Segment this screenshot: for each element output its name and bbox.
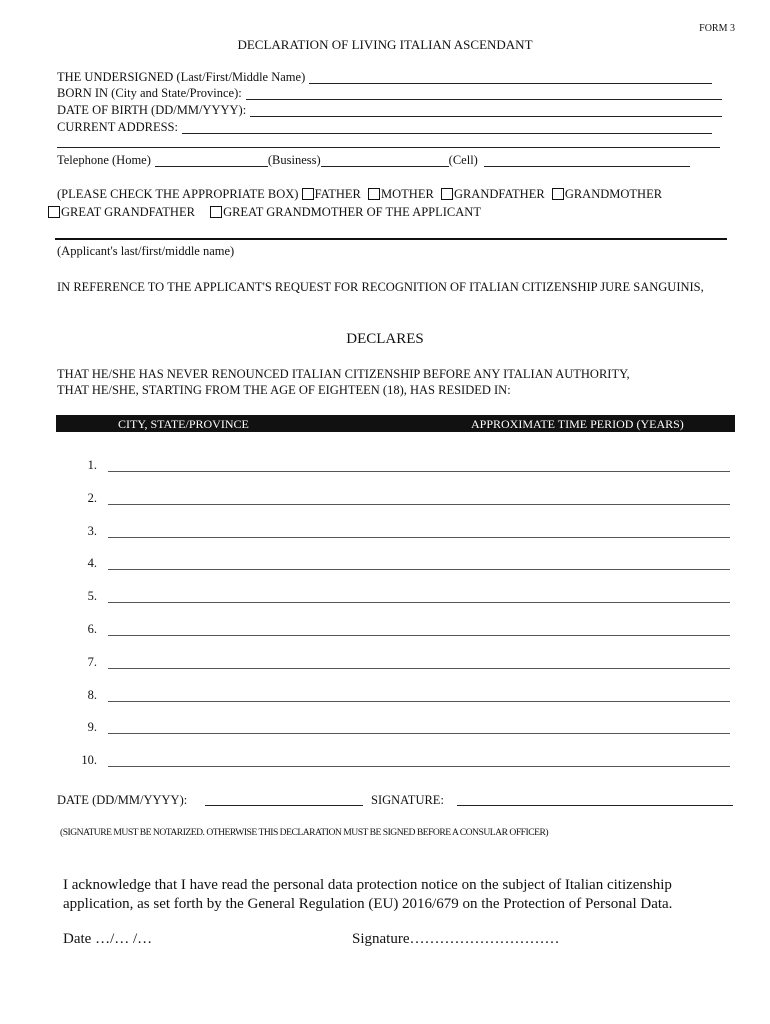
undersigned-field[interactable] <box>57 70 722 84</box>
father-option-label: FATHER <box>314 187 361 201</box>
residence-row-number: 9. <box>87 720 97 735</box>
telephone-row <box>57 153 722 167</box>
great-grandmother-checkbox[interactable] <box>210 206 222 218</box>
residence-row <box>72 688 730 706</box>
residence-row-number: 2. <box>87 490 97 505</box>
relationship-checkbox-group-2 <box>48 205 481 220</box>
residence-row-input-line[interactable] <box>108 701 730 702</box>
residence-row-number: 7. <box>87 654 97 669</box>
grandfather-option-label: GRANDFATHER <box>453 187 545 201</box>
grandmother-checkbox[interactable] <box>552 188 564 200</box>
telephone-home-label: Telephone (Home) <box>57 153 151 167</box>
undersigned-input-line[interactable] <box>309 72 712 84</box>
applicant-name-label: (Applicant's last/first/middle name) <box>57 244 235 258</box>
residence-row-number: 5. <box>87 589 97 604</box>
born-in-field[interactable] <box>57 86 722 100</box>
current-address-input-line[interactable] <box>182 122 712 134</box>
residence-row-input-line[interactable] <box>108 569 730 570</box>
residence-row-input-line[interactable] <box>108 504 730 505</box>
great-grandfather-checkbox[interactable] <box>48 206 60 218</box>
residence-row <box>72 753 730 771</box>
residence-row-input-line[interactable] <box>108 471 730 472</box>
form-number: FORM 3 <box>699 23 735 34</box>
great-grandfather-option-label: GREAT GRANDFATHER <box>61 205 195 219</box>
residence-row-number: 1. <box>87 458 97 472</box>
residence-table-header <box>56 415 735 432</box>
reference-paragraph: IN REFERENCE TO THE APPLICANT'S REQUEST FOR RECOGNITION OF ITALIAN CITIZENSHIP JURE SANGUINIS, <box>57 280 704 294</box>
telephone-business-label: (Business) <box>267 153 321 167</box>
current-address-field[interactable] <box>57 120 722 134</box>
current-address-label: CURRENT ADDRESS: <box>57 120 178 134</box>
privacy-acknowledgement: I acknowledge that I have read the personal data protection notice on the subject of Italian citizenship application, as set forth by the General Regulation (EU) 2016/679 on the Protection of Personal Data. <box>63 877 673 912</box>
address-continuation-line[interactable] <box>57 147 720 148</box>
applicant-name-input-line[interactable] <box>55 238 727 240</box>
telephone-cell-label: (Cell) <box>448 153 478 167</box>
residence-row-input-line[interactable] <box>108 668 730 669</box>
born-in-label: BORN IN (City and State/Province): <box>57 86 242 100</box>
born-in-input-line[interactable] <box>246 88 722 100</box>
telephone-business-input-line[interactable] <box>321 155 449 167</box>
undersigned-label: THE UNDERSIGNED (Last/First/Middle Name) <box>57 70 306 84</box>
residence-row-number: 6. <box>87 622 97 636</box>
telephone-home-input-line[interactable] <box>155 155 268 167</box>
notarization-note: (SIGNATURE MUST BE NOTARIZED. OTHERWISE THIS DECLARATION MUST BE SIGNED BEFORE A CONSULAR OFFICER) <box>60 827 549 838</box>
great-grandmother-option-label: GREAT GRANDMOTHER OF THE APPLICANT <box>223 205 481 219</box>
residence-row-input-line[interactable] <box>108 766 730 767</box>
date-of-birth-input-line[interactable] <box>250 105 722 117</box>
residence-row-input-line[interactable] <box>108 733 730 734</box>
column-header-city: CITY, STATE/PROVINCE <box>118 417 249 431</box>
date-label: DATE (DD/MM/YYYY): <box>57 793 188 807</box>
declares-heading: DECLARES <box>346 331 424 347</box>
telephone-cell-input-line[interactable] <box>484 155 690 167</box>
residence-row-number: 8. <box>87 687 97 702</box>
signature-label: SIGNATURE: <box>371 793 444 807</box>
date-input-line[interactable] <box>205 805 363 806</box>
residence-row <box>72 556 730 574</box>
date-of-birth-label: DATE OF BIRTH (DD/MM/YYYY): <box>57 103 247 117</box>
acknowledgement-date[interactable]: Date …/… /… <box>63 931 153 947</box>
residence-row-input-line[interactable] <box>108 602 730 603</box>
statement-never-renounced: THAT HE/SHE HAS NEVER RENOUNCED ITALIAN CITIZENSHIP BEFORE ANY ITALIAN AUTHORITY, <box>57 367 630 381</box>
residence-row <box>72 720 730 738</box>
residence-row-input-line[interactable] <box>108 537 730 538</box>
residence-row-input-line[interactable] <box>108 635 730 636</box>
residence-row <box>72 524 730 542</box>
grandmother-option-label: GRANDMOTHER <box>564 187 663 201</box>
signature-input-line[interactable] <box>457 805 733 806</box>
residence-row <box>72 655 730 673</box>
residence-row-number: 3. <box>87 523 97 538</box>
form-title: DECLARATION OF LIVING ITALIAN ASCENDANT <box>237 37 533 52</box>
grandfather-checkbox[interactable] <box>441 188 453 200</box>
date-of-birth-field[interactable] <box>57 103 722 117</box>
mother-option-label: MOTHER <box>381 187 434 201</box>
father-checkbox[interactable] <box>302 188 314 200</box>
residence-row-number: 10. <box>81 753 97 768</box>
residence-row <box>72 491 730 509</box>
relationship-checkbox-group <box>57 187 662 202</box>
residence-row-number: 4. <box>87 556 97 571</box>
residence-row <box>72 622 730 640</box>
residence-row <box>72 589 730 607</box>
acknowledgement-signature[interactable]: Signature………………………… <box>352 931 560 947</box>
column-header-period: APPROXIMATE TIME PERIOD (YEARS) <box>471 417 684 431</box>
relationship-prompt: (PLEASE CHECK THE APPROPRIATE BOX) <box>57 187 299 201</box>
mother-checkbox[interactable] <box>368 188 380 200</box>
residence-row <box>72 458 730 476</box>
statement-resided-in: THAT HE/SHE, STARTING FROM THE AGE OF EIGHTEEN (18), HAS RESIDED IN: <box>57 383 511 397</box>
